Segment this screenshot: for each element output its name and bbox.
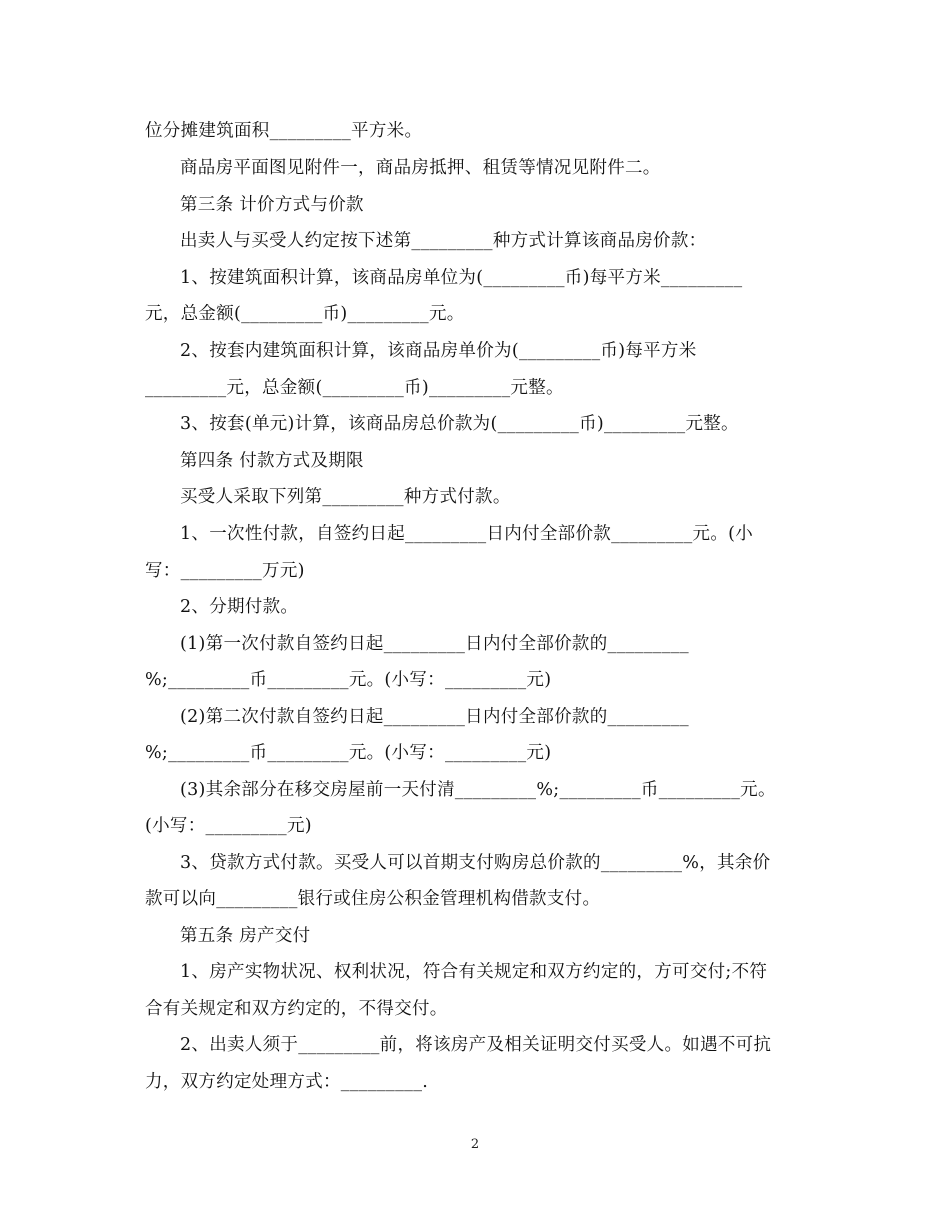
text-line: 款可以向_________银行或住房公积金管理机构借款支付。 [145,889,601,909]
text-line: 合有关规定和双方约定的，不得交付。 [145,999,448,1019]
text-line: 1、按建筑面积计算，该商品房单位为(_________币)每平方米_________ [180,268,743,288]
text-line: %;_________币_________元。(小写：_________元) [145,743,552,763]
text-line: (2)第二次付款自签约日起_________日内付全部价款的_________ [180,707,689,727]
text-line: 写：_________万元) [145,561,305,581]
text-line: %;_________币_________元。(小写：_________元) [145,670,552,690]
text-line: 1、一次性付款，自签约日起_________日内付全部价款_________元。(小 [180,524,754,544]
section-heading: 第三条 计价方式与价款 [180,195,364,215]
text-line: 商品房平面图见附件一，商品房抵押、租赁等情况见附件二。 [180,158,661,178]
text-line: 3、贷款方式付款。买受人可以首期支付购房总价款的_________%，其余价 [180,853,771,873]
text-line: (小写：_________元) [145,816,312,836]
text-line: 力，双方约定处理方式：_________. [145,1072,429,1092]
text-line: 2、出卖人须于_________前，将该房产及相关证明交付买受人。如遇不可抗 [180,1035,772,1055]
text-line: 位分摊建筑面积_________平方米。 [145,121,423,141]
text-line: 2、按套内建筑面积计算，该商品房单价为(_________币)每平方米 [180,341,697,361]
text-line: 出卖人与买受人约定按下述第_________种方式计算该商品房价款： [180,231,707,251]
text-line: 1、房产实物状况、权利状况，符合有关规定和双方约定的，方可交付;不符 [180,962,768,982]
text-line: 买受人采取下列第_________种方式付款。 [180,487,511,507]
text-line: 3、按套(单元)计算，该商品房总价款为(_________币)_________元整。 [180,414,739,434]
text-line: 2、分期付款。 [180,597,299,617]
text-line: 元，总金额(_________币)_________元。 [145,304,465,324]
text-line: (3)其余部分在移交房屋前一天付清_________%;_________币_________元。 [180,780,776,800]
section-heading: 第四条 付款方式及期限 [180,451,364,471]
section-heading: 第五条 房产交付 [180,926,311,946]
text-line: (1)第一次付款自签约日起_________日内付全部价款的_________ [180,634,689,654]
text-line: _________元，总金额(_________币)_________元整。 [145,378,564,398]
page-number: 2 [470,1137,480,1152]
